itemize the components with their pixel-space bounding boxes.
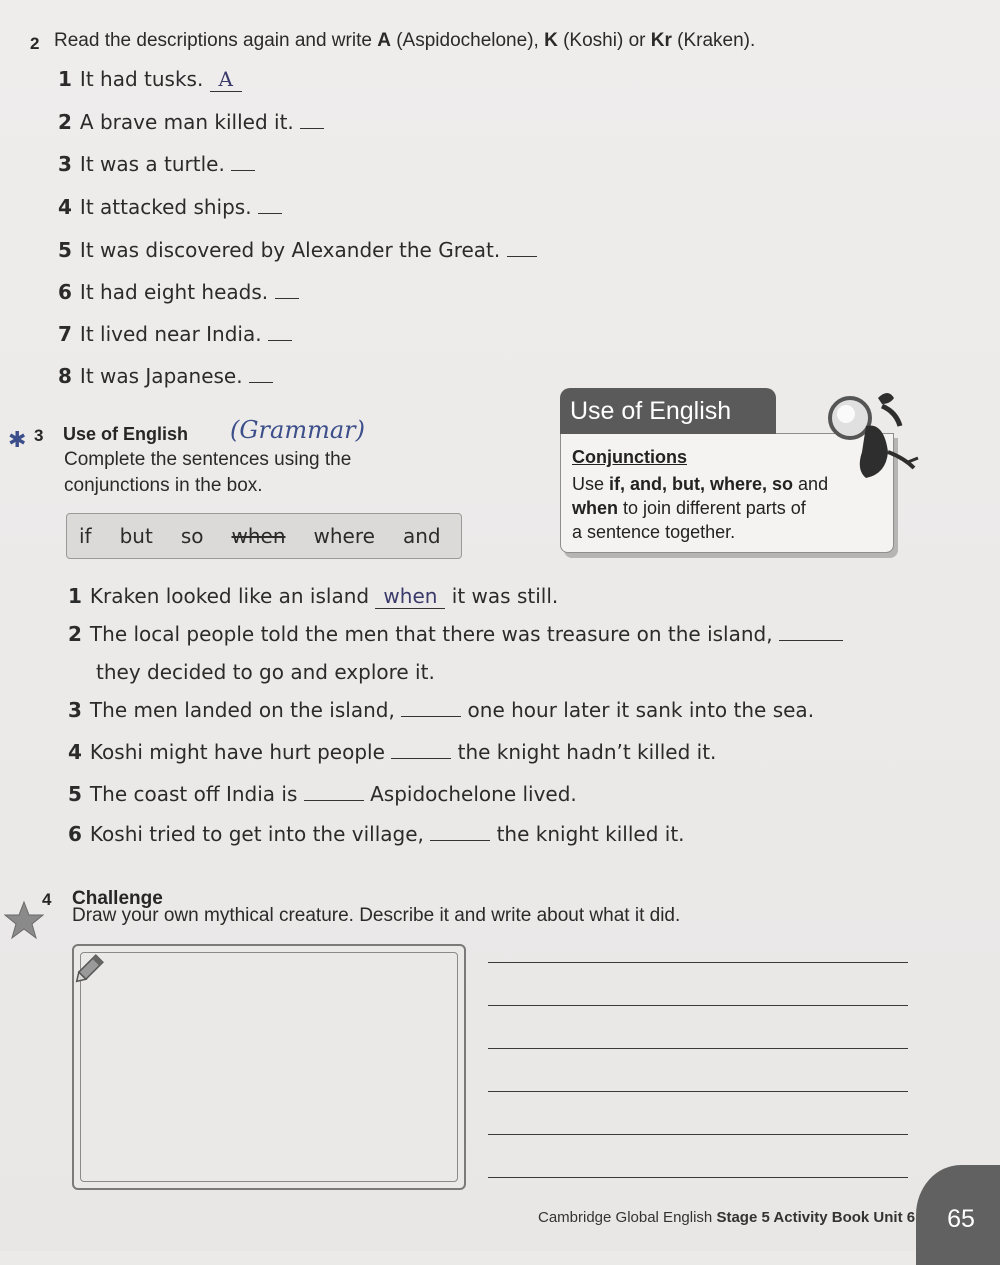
ex3-sentence: 1 Kraken looked like an island when it was still. [68, 584, 559, 608]
writing-line[interactable] [488, 1091, 908, 1092]
ex2-answer-field[interactable] [258, 212, 282, 214]
exercise-4-title: Challenge [72, 888, 163, 909]
exercise-3-number: 3 [34, 426, 44, 445]
ex2-item: 3 It was a turtle. [58, 152, 255, 176]
pencil-icon [70, 952, 106, 988]
ex3-sentence: 6 Koshi tried to get into the village, the knight killed it. [68, 822, 685, 846]
word-box-item: but [119, 524, 153, 548]
ex2-answer-field[interactable]: A [210, 67, 242, 92]
footer-book-title: Cambridge Global English Stage 5 Activity Book Unit 6 [538, 1209, 916, 1226]
ex2-answer-field[interactable] [300, 127, 324, 129]
ex2-answer-field[interactable] [275, 297, 299, 299]
exercise-2-instruction: Read the descriptions again and write A (Aspidochelone), K (Koshi) or Kr (Kraken). [54, 30, 756, 51]
conjunctions-heading: Conjunctions [572, 447, 687, 467]
page-number-badge [916, 1165, 1000, 1265]
ex3-sentence: 2 The local people told the men that there was treasure on the island, [68, 622, 843, 646]
handwritten-grammar-note: (Grammar) [230, 416, 365, 444]
ex2-item: 2 A brave man killed it. [58, 110, 324, 134]
exercise-4-instruction: Draw your own mythical creature. Describe it and write about what it did. [72, 905, 681, 926]
uoe-line-3: a sentence together. [572, 522, 736, 542]
ex3-answer-field[interactable] [304, 799, 364, 801]
writing-line[interactable] [488, 1134, 908, 1135]
use-of-english-banner: Use of English [560, 388, 776, 434]
word-box-item-crossed-out: when [231, 524, 286, 548]
ex2-item: 1 It had tusks. A [58, 67, 242, 92]
ex2-answer-field[interactable] [231, 169, 255, 171]
uoe-line-1: Use if, and, but, where, so and [572, 474, 829, 494]
exercise-2-number: 2 [30, 34, 40, 53]
page-number: 65 [947, 1204, 975, 1233]
mascot-magnifier-icon [826, 382, 922, 482]
writing-line[interactable] [488, 1005, 908, 1006]
ex3-answer-field[interactable] [779, 639, 843, 641]
ex2-item: 7 It lived near India. [58, 322, 292, 346]
writing-line[interactable] [488, 962, 908, 963]
ex2-item: 8 It was Japanese. [58, 364, 273, 388]
ex3-sentence: 5 The coast off India is Aspidochelone lived. [68, 782, 577, 806]
ex3-sentence-continuation: they decided to go and explore it. [96, 660, 435, 684]
uoe-line-2: when to join different parts of [572, 498, 806, 518]
exercise-3-instruction-line1: Complete the sentences using the [64, 449, 352, 470]
ex3-sentence: 4 Koshi might have hurt people the knight hadn’t killed it. [68, 740, 717, 764]
ex2-answer-field[interactable] [507, 255, 537, 257]
ex3-answer-field[interactable] [401, 715, 461, 717]
ex2-item: 4 It attacked ships. [58, 195, 282, 219]
ex2-item: 6 It had eight heads. [58, 280, 299, 304]
exercise-4-number: 4 [42, 890, 52, 909]
word-box-item: and [402, 524, 441, 548]
handwritten-star-mark: ✱ [8, 428, 27, 453]
exercise-3-title: Use of English [63, 424, 189, 444]
writing-line[interactable] [488, 1048, 908, 1049]
ex2-answer-field[interactable] [249, 381, 273, 383]
ex2-item: 5 It was discovered by Alexander the Great. [58, 238, 537, 262]
ex3-answer-field[interactable]: when [375, 584, 445, 609]
word-box-item: so [180, 524, 204, 548]
word-box-item: where [313, 524, 375, 548]
drawing-area-inner-border [80, 952, 458, 1182]
ex3-sentence: 3 The men landed on the island, one hour later it sank into the sea. [68, 698, 815, 722]
ex2-answer-field[interactable] [268, 339, 292, 341]
ex3-answer-field[interactable] [430, 839, 490, 841]
writing-line[interactable] [488, 1177, 908, 1178]
ex3-answer-field[interactable] [391, 757, 451, 759]
drawing-area[interactable] [72, 944, 466, 1190]
exercise-3-instruction-line2: conjunctions in the box. [64, 475, 263, 496]
word-box-item: if [79, 524, 92, 548]
conjunction-word-box [66, 513, 462, 559]
challenge-star-icon [4, 900, 44, 940]
